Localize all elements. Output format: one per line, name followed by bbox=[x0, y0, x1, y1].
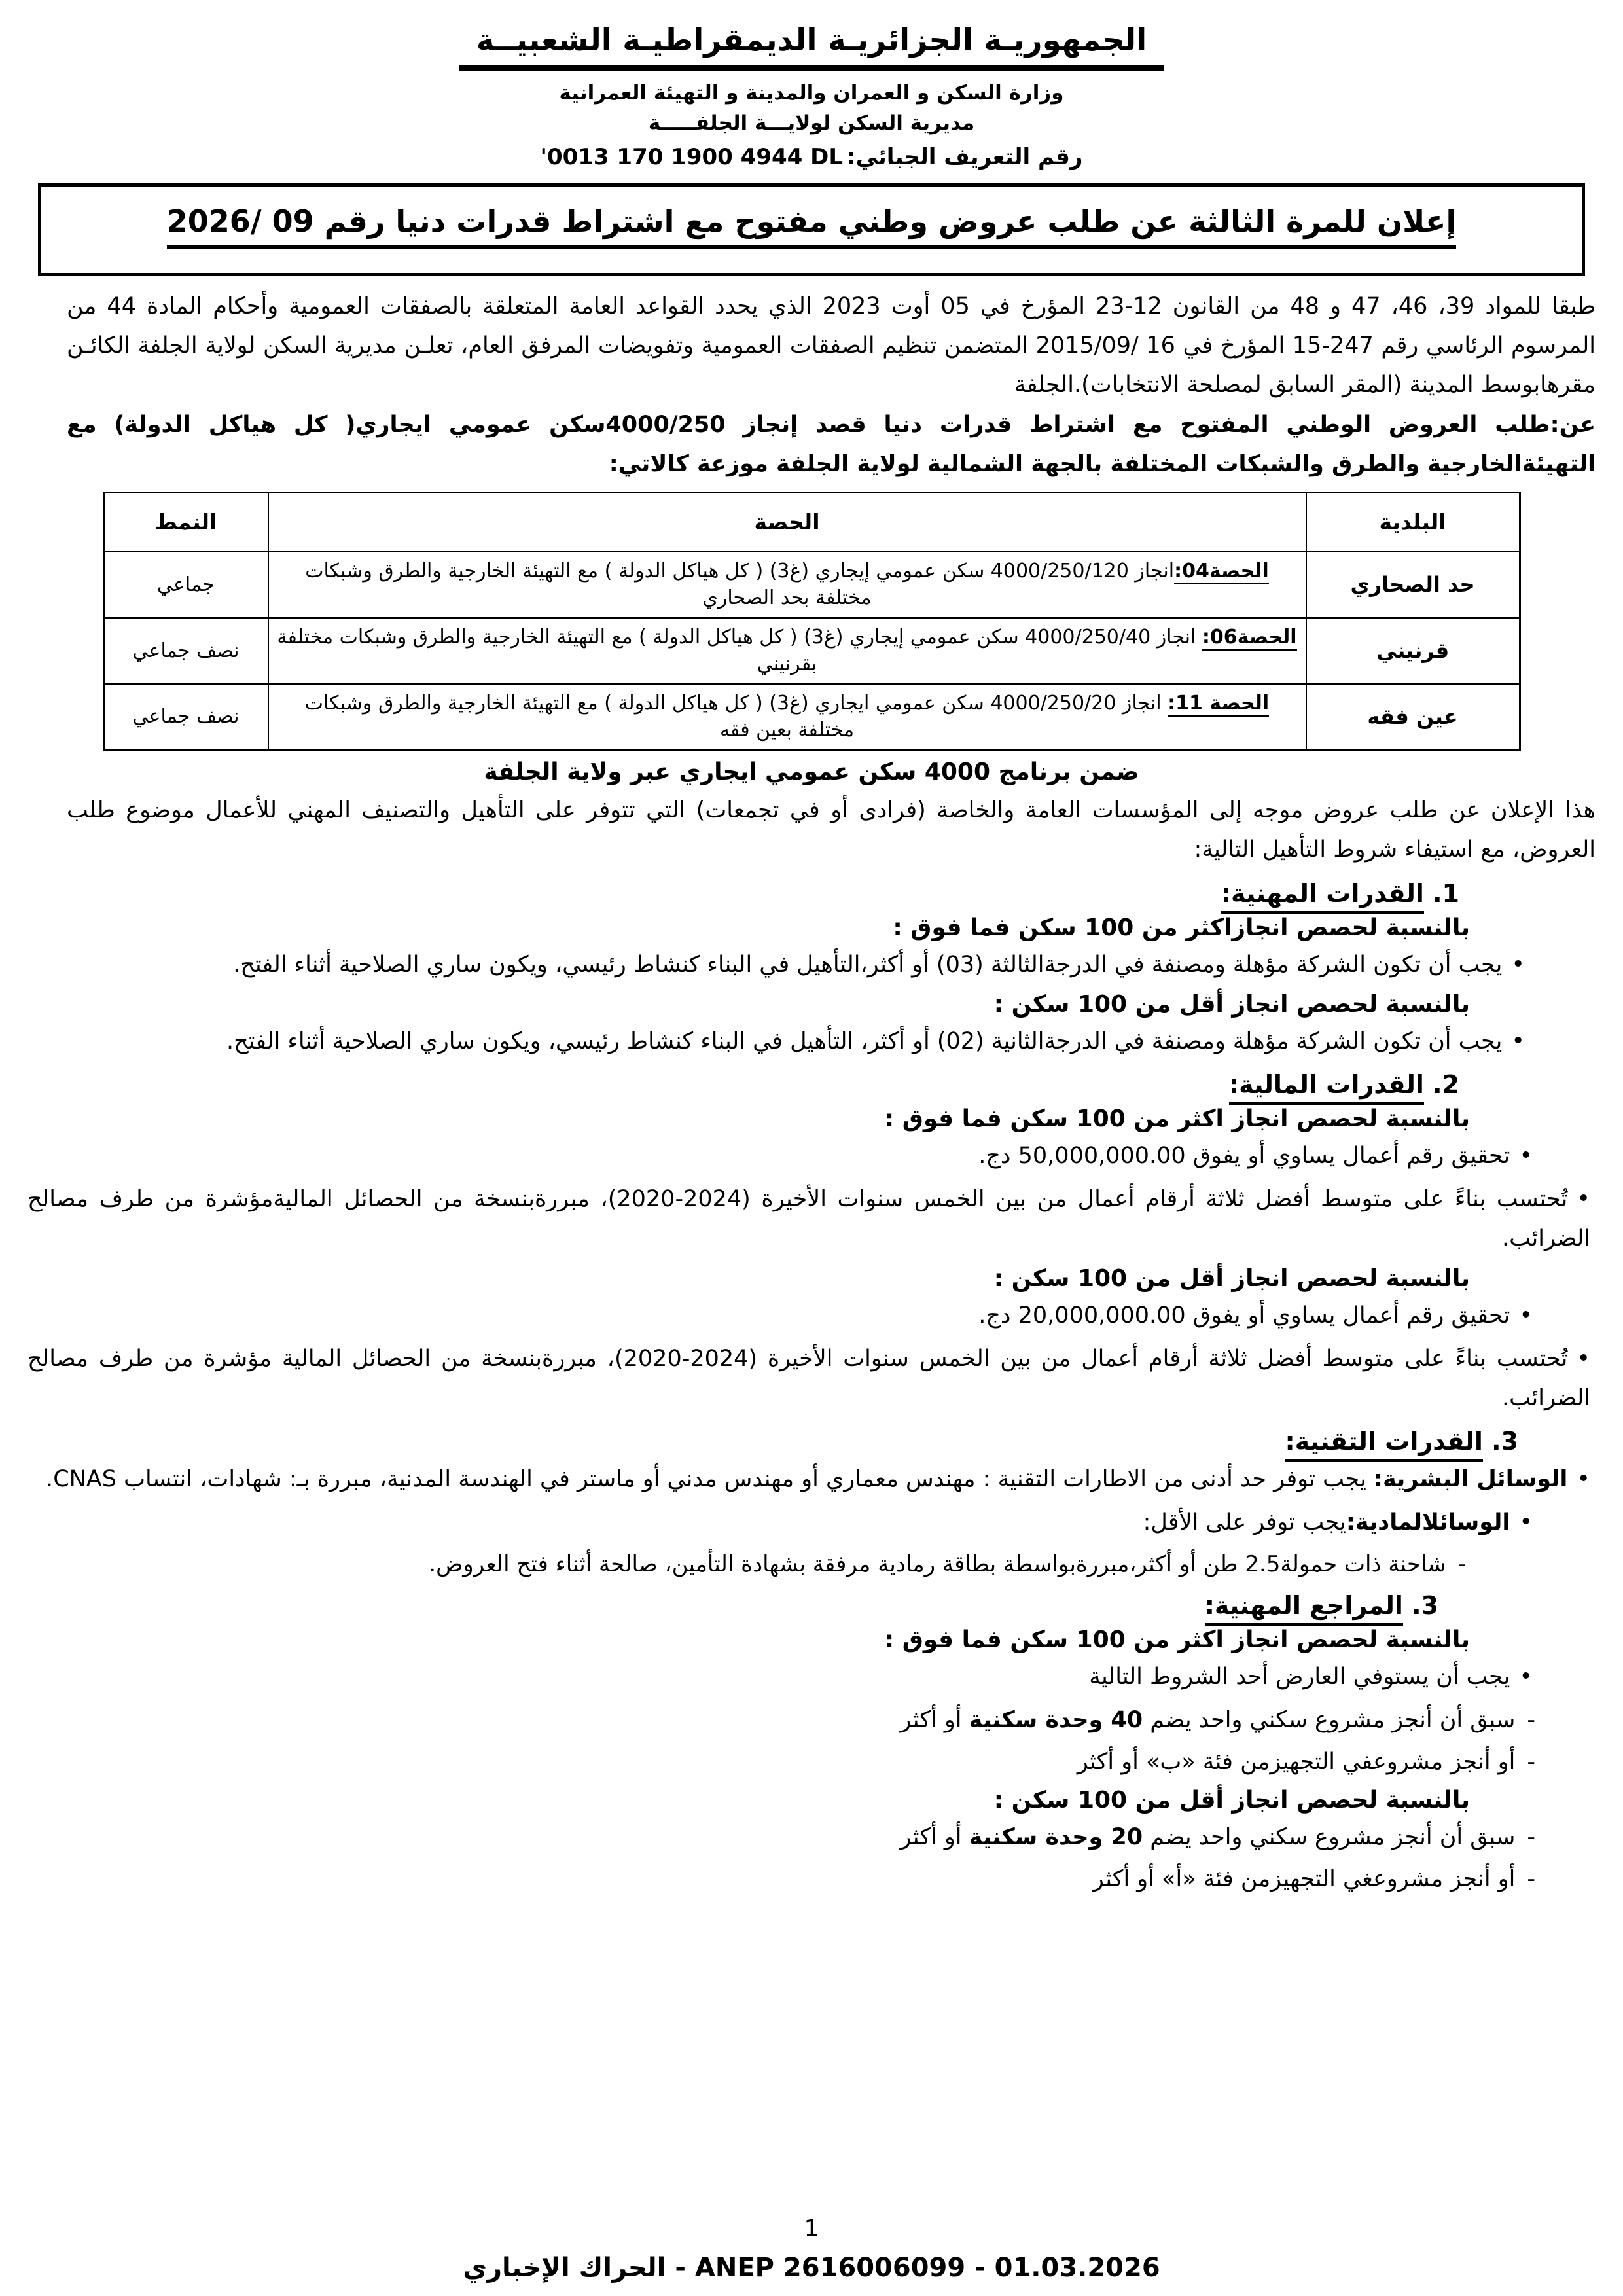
type-cell: نصف جماعي bbox=[103, 684, 268, 750]
dash-text-bold: 20 وحدة سكنية bbox=[969, 1824, 1143, 1851]
republic-line bbox=[27, 22, 1596, 71]
audience-paragraph: هذا الإعلان عن طلب عروض موجه إلى المؤسسات العامة والخاصة (فرادى أو في تجمعات) التي تتوفر على التأهيل والتصنيف المهني للأعمال موضوع طلب العروض، مع استيفاء شروط التأهيل التالية: bbox=[67, 797, 1596, 863]
dash-item bbox=[27, 1702, 1596, 1738]
announcement-title: إعلان للمرة الثالثة عن طلب عروض وطني مفتوح مع اشتراط قدرات دنيا رقم 09 /2026 bbox=[167, 204, 1456, 249]
lot-label: الحصة06: bbox=[1202, 626, 1297, 651]
dash-text: سبق أن أنجز مشروع سكني واحد يضم bbox=[1143, 1707, 1516, 1734]
lots-table-body bbox=[103, 552, 1520, 750]
tax-id-line bbox=[27, 144, 1596, 170]
section-number: 3. bbox=[1412, 1590, 1438, 1620]
ministry-line: وزارة السكن و العمران والمدينة و التهيئة العمرانية bbox=[559, 81, 1064, 105]
subheading-over-100: بالنسبة لحصص انجازاكثر من 100 سكن فما فوق : bbox=[893, 914, 1470, 941]
bullet-item bbox=[27, 945, 1596, 984]
dash-text: سبق أن أنجز مشروع سكني واحد يضم bbox=[1143, 1824, 1516, 1851]
type-cell: جماعي bbox=[103, 552, 268, 618]
intro-subject-text: عن:طلب العروض الوطني المفتوح مع اشتراط قدرات دنيا قصد إنجاز 4000/250سكن عمومي ايجاري( كل هياكل الدولة) مع التهيئةالخارجية والطرق والشبكات المختلفة بالجهة الشمالية لولاية الجلفة موزعة كالاتي: bbox=[67, 411, 1596, 477]
intro-paragraph bbox=[27, 287, 1596, 484]
section-heading-references bbox=[27, 1591, 1596, 1620]
dash-text: أو أكثر bbox=[900, 1824, 969, 1851]
lot-label: الحصة04: bbox=[1174, 560, 1269, 584]
dash-marker: - bbox=[1527, 1749, 1535, 1776]
section-title: القدرات التقنية: bbox=[1285, 1427, 1483, 1462]
table-row bbox=[103, 684, 1520, 750]
section-title: القدرات المهنية: bbox=[1221, 879, 1424, 914]
bullet-marker: • bbox=[1511, 1028, 1525, 1054]
section-number: 1. bbox=[1433, 878, 1459, 908]
bullet-item bbox=[27, 1657, 1596, 1696]
dash-text: شاحنة ذات حمولة2.5 طن أو أكثر،مبررةبواسطة بطاقة رمادية مرفقة بشهادة التأمين، صالحة أثناء فتح العروض. bbox=[429, 1551, 1446, 1577]
bullet-item bbox=[27, 1179, 1596, 1258]
bullet-text: تحقيق رقم أعمال يساوي أو يفوق 50,000,000.00 دج. bbox=[978, 1143, 1510, 1170]
lot-description: انجاز 4000/250/120 سكن عمومي إيجاري (غ3) ( كل هياكل الدولة ) مع التهيئة الخارجية والطرق وشبكات مختلفة بحد الصحاري bbox=[305, 559, 1175, 610]
material-resources-label: الوسائلالمادية: bbox=[1346, 1509, 1510, 1536]
bullet-item bbox=[27, 1503, 1596, 1542]
dash-marker: - bbox=[1527, 1866, 1535, 1893]
section-heading-technical bbox=[27, 1427, 1596, 1456]
bullet-item bbox=[27, 1460, 1596, 1499]
bullet-item bbox=[27, 1296, 1596, 1335]
col-header-type: النمط bbox=[103, 492, 268, 552]
table-row bbox=[103, 618, 1520, 684]
republic-title: الجمهوريـة الجزائريـة الديمقراطيـة الشعبيــة bbox=[459, 22, 1164, 71]
dash-item-truck bbox=[27, 1547, 1596, 1582]
col-header-lot: الحصة bbox=[268, 492, 1306, 552]
section-heading-financial bbox=[27, 1070, 1596, 1099]
municipality-cell: حد الصحاري bbox=[1306, 552, 1520, 618]
subheading-over-100: بالنسبة لحصص انجاز اكثر من 100 سكن فما فوق : bbox=[884, 1626, 1470, 1653]
page-number: 1 bbox=[804, 2215, 819, 2242]
section-heading-professional bbox=[27, 879, 1596, 908]
lot-cell bbox=[268, 684, 1306, 750]
bullet-item bbox=[27, 1022, 1596, 1061]
dash-item bbox=[27, 1861, 1596, 1897]
dash-marker: - bbox=[1457, 1551, 1466, 1577]
bullet-marker: • bbox=[1511, 951, 1525, 978]
material-resources-text: يجب توفر على الأقل: bbox=[1143, 1509, 1346, 1536]
bullet-marker: • bbox=[1577, 1466, 1590, 1493]
announcement-title-box bbox=[38, 183, 1585, 276]
table-header-row bbox=[103, 492, 1520, 552]
dash-item bbox=[27, 1744, 1596, 1780]
section-title: القدرات المالية: bbox=[1229, 1070, 1424, 1105]
subheading-over-100: بالنسبة لحصص انجاز اكثر من 100 سكن فما فوق : bbox=[884, 1105, 1470, 1133]
bullet-text: يجب أن تكون الشركة مؤهلة ومصنفة في الدرجةالثالثة (03) أو أكثر،التأهيل في البناء كنشاط رئيسي، ويكون ساري الصلاحية أثناء الفتح. bbox=[233, 951, 1503, 978]
dash-text: أو أكثر bbox=[900, 1707, 969, 1734]
lot-description: انجاز 4000/250/40 سكن عمومي إيجاري (غ3) ( كل هياكل الدولة ) مع التهيئة الخارجية والطرق وشبكات مختلفة بقرنيني bbox=[277, 625, 1202, 676]
human-resources-text: يجب توفر حد أدنى من الاطارات التقنية : مهندس معماري أو مهندس مدني أو ماستر في الهندسة المدنية، مبررة بـ: شهادات، انتساب CNAS. bbox=[46, 1466, 1374, 1493]
bullet-marker: • bbox=[1519, 1509, 1533, 1536]
bullet-text: تُحتسب بناءً على متوسط أفضل ثلاثة أرقام أعمال من بين الخمس سنوات الأخيرة (2024-2020)، مبررةبنسخة من الحصائل الماليةمؤشرة من طرف مصالح الضرائب. bbox=[27, 1186, 1590, 1252]
type-cell: نصف جماعي bbox=[103, 618, 268, 684]
program-note: ضمن برنامج 4000 سكن عمومي ايجاري عبر ولاية الجلفة bbox=[484, 759, 1139, 786]
municipality-cell: قرنيني bbox=[1306, 618, 1520, 684]
section-number: 3. bbox=[1491, 1427, 1518, 1456]
subheading-under-100: بالنسبة لحصص انجاز أقل من 100 سكن : bbox=[993, 990, 1470, 1018]
lots-table-head bbox=[103, 492, 1520, 552]
human-resources-label: الوسائل البشرية: bbox=[1373, 1466, 1568, 1493]
lot-description: انجاز 4000/250/20 سكن عمومي ايجاري (غ3) ( كل هياكل الدولة ) مع التهيئة الخارجية والطرق وشبكات مختلفة بعين فقه bbox=[304, 691, 1168, 742]
section-title: المراجع المهنية: bbox=[1205, 1591, 1403, 1626]
page-footer bbox=[27, 2215, 1596, 2296]
bullet-marker: • bbox=[1519, 1302, 1533, 1329]
bullet-text: تُحتسب بناءً على متوسط أفضل ثلاثة أرقام أعمال من بين الخمس سنوات الأخيرة (2024-2020)، مبررةبنسخة من الحصائل المالية مؤشرة من طرف مصالح الضرائب. bbox=[27, 1345, 1590, 1411]
bullet-text: يجب أن تكون الشركة مؤهلة ومصنفة في الدرجةالثانية (02) أو أكثر، التأهيل في البناء كنشاط رئيسي، ويكون ساري الصلاحية أثناء الفتح. bbox=[226, 1028, 1503, 1054]
dash-item bbox=[27, 1819, 1596, 1856]
bullet-marker: • bbox=[1519, 1143, 1533, 1170]
subheading-under-100: بالنسبة لحصص انجاز أقل من 100 سكن : bbox=[993, 1265, 1470, 1292]
dash-marker: - bbox=[1527, 1707, 1535, 1734]
dash-text: أو أنجز مشروعغي التجهيزمن فئة «أ» أو أكثر bbox=[1092, 1866, 1516, 1893]
bullet-marker: • bbox=[1577, 1345, 1590, 1372]
col-header-municipality: البلدية bbox=[1306, 492, 1520, 552]
bullet-text: يجب أن يستوفي العارض أحد الشروط التالية bbox=[1089, 1663, 1510, 1690]
directorate-line: مديرية السكن لولايـــة الجلفـــــة bbox=[648, 111, 975, 135]
bullet-item bbox=[27, 1136, 1596, 1175]
subheading-under-100: بالنسبة لحصص انجاز أقل من 100 سكن : bbox=[993, 1787, 1470, 1814]
bullet-item bbox=[27, 1339, 1596, 1418]
document-header bbox=[27, 22, 1596, 170]
lot-label: الحصة 11: bbox=[1168, 692, 1269, 717]
tax-id-label: رقم التعريف الجبائي: bbox=[847, 144, 1083, 170]
municipality-cell: عين فقه bbox=[1306, 684, 1520, 750]
bullet-marker: • bbox=[1519, 1663, 1533, 1690]
lot-cell bbox=[268, 618, 1306, 684]
bullet-text: تحقيق رقم أعمال يساوي أو يفوق 20,000,000.00 دج. bbox=[978, 1302, 1510, 1329]
bullet-marker: • bbox=[1577, 1186, 1590, 1213]
dash-marker: - bbox=[1527, 1824, 1535, 1851]
intro-legal-text: طبقا للمواد 39، 46، 47 و 48 من القانون 12-23 المؤرخ في 05 أوت 2023 الذي يحدد القواعد العامة المتعلقة بالصفقات العمومية وأحكام المادة 44 من المرسوم الرئاسي رقم 247-15 المؤرخ في 16 /2015/09 المتضمن تنظيم الصفقات العمومية وتفويضات المرفق العام، تعلـن مديرية السكن لولاية الجلفة الكائـن مقرهابوسط المدينة (المقر السابق لمصلحة الانتخابات).الجلفة bbox=[67, 293, 1596, 399]
lot-cell bbox=[268, 552, 1306, 618]
table-row bbox=[103, 552, 1520, 618]
section-number: 2. bbox=[1433, 1070, 1459, 1100]
dash-text-bold: 40 وحدة سكنية bbox=[969, 1707, 1143, 1734]
dash-text: أو أنجز مشروعفي التجهيزمن فئة «ب» أو أكثر bbox=[1077, 1749, 1516, 1776]
lots-table bbox=[103, 492, 1521, 751]
anep-reference: الحراك الإخباري - ANEP 2616006099 - 01.03.2026 bbox=[463, 2253, 1160, 2283]
tax-id-value: '0013 170 1900 4944 DL bbox=[540, 144, 844, 170]
